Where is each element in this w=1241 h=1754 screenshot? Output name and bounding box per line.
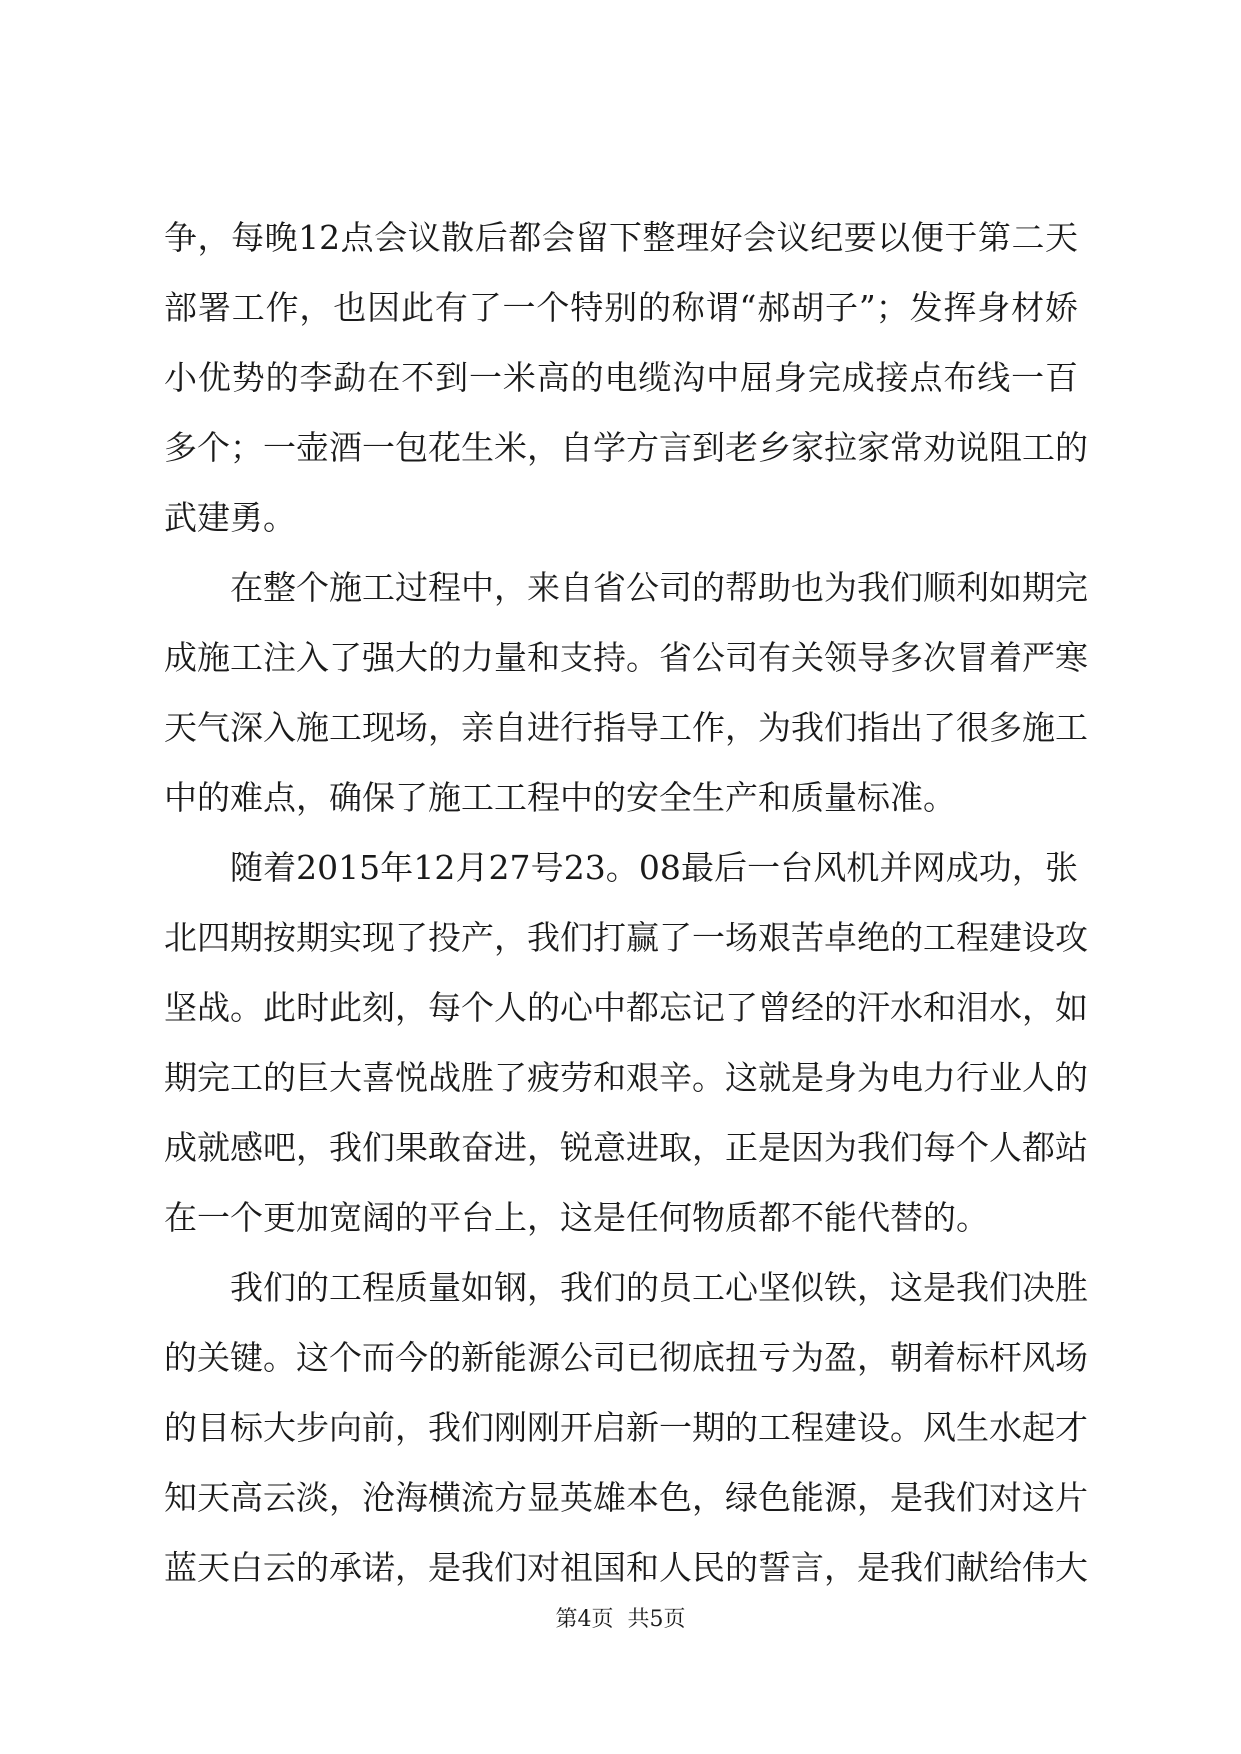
paragraph-3-line-4: 期完工的巨大喜悦战胜了疲劳和艰辛。这就是身为电力行业人的 xyxy=(164,1058,1088,1097)
paragraph-4-line-1: 我们的工程质量如钢，我们的员工心坚似铁，这是我们决胜 xyxy=(230,1268,1088,1307)
paragraph-1-line-3: 小优势的李勐在不到一米高的电缆沟中屈身完成接点布线一百 xyxy=(164,358,1078,397)
page-footer xyxy=(0,1605,1241,1635)
paragraph-3-line-5: 成就感吧，我们果敢奋进，锐意进取，正是因为我们每个人都站 xyxy=(164,1128,1088,1167)
paragraph-4-line-5: 蓝天白云的承诺，是我们对祖国和人民的誓言，是我们献给伟大 xyxy=(164,1548,1088,1587)
paragraph-3-line-2: 北四期按期实现了投产，我们打赢了一场艰苦卓绝的工程建设攻 xyxy=(164,918,1088,957)
paragraph-1-line-4: 多个；一壶酒一包花生米，自学方言到老乡家拉家常劝说阻工的 xyxy=(164,428,1088,467)
paragraph-1-line-5: 武建勇。 xyxy=(164,498,296,537)
paragraph-2-line-2: 成施工注入了强大的力量和支持。省公司有关领导多次冒着严寒 xyxy=(164,638,1088,677)
paragraph-4-line-4: 知天高云淡，沧海横流方显英雄本色，绿色能源，是我们对这片 xyxy=(164,1478,1088,1517)
paragraph-2-line-4: 中的难点，确保了施工工程中的安全生产和质量标准。 xyxy=(164,778,956,817)
page-number-label: 第4页 共5页 xyxy=(555,1607,686,1632)
paragraph-1-line-1: 争，每晚12点会议散后都会留下整理好会议纪要以便于第二天 xyxy=(164,218,1078,257)
paragraph-3-line-3: 坚战。此时此刻，每个人的心中都忘记了曾经的汗水和泪水，如 xyxy=(164,988,1088,1027)
paragraph-3-line-1: 随着2015年12月27号23。08最后一台风机并网成功，张 xyxy=(230,848,1078,887)
paragraph-4-line-3: 的目标大步向前，我们刚刚开启新一期的工程建设。风生水起才 xyxy=(164,1408,1088,1447)
paragraph-2-line-3: 天气深入施工现场，亲自进行指导工作，为我们指出了很多施工 xyxy=(164,708,1088,747)
paragraph-3-line-6: 在一个更加宽阔的平台上，这是任何物质都不能代替的。 xyxy=(164,1198,989,1237)
paragraph-1-line-2: 部署工作，也因此有了一个特别的称谓“郝胡子”；发挥身材娇 xyxy=(164,288,1078,327)
paragraph-2-line-1: 在整个施工过程中，来自省公司的帮助也为我们顺利如期完 xyxy=(230,568,1088,607)
paragraph-4-line-2: 的关键。这个而今的新能源公司已彻底扭亏为盈，朝着标杆风场 xyxy=(164,1338,1088,1377)
